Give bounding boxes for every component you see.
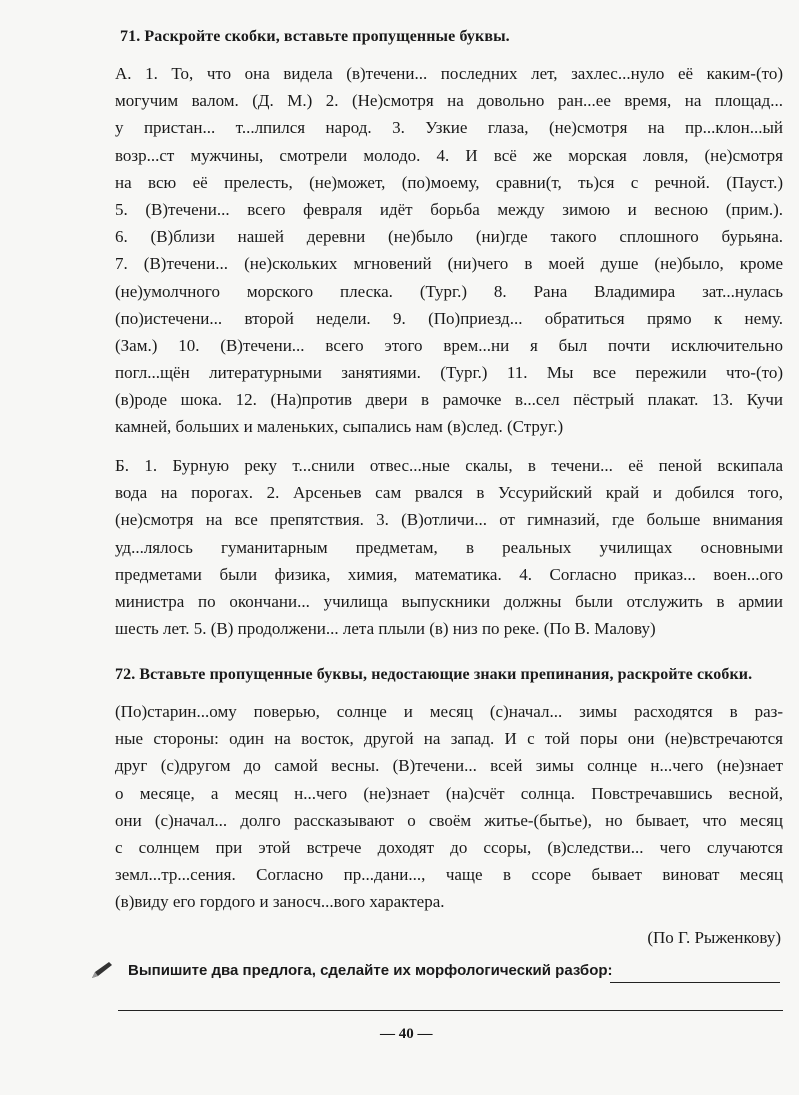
text-line: уд...лялось гуманитарным предметам, в реальных училищах основными <box>115 537 783 557</box>
answer-line[interactable] <box>118 1010 783 1011</box>
text-line: предметами были физика, химия, математика. 4. Согласно приказ... воен...ого <box>115 564 783 584</box>
text-line: 5. (В)течени... всего февраля идёт борьба между зимою и весною (прим.). <box>115 199 783 219</box>
page-number: — 40 — <box>380 1026 433 1042</box>
text-line: (по)истечени... второй недели. 9. (По)приезд... обратиться прямо к нему. <box>115 308 783 328</box>
text-line: возр...ст мужчины, смотрели молодо. 4. И всё же морская ловля, (не)смотря <box>115 145 783 165</box>
text-line: у пристан... т...лпился народ. 3. Узкие глаза, (не)смотря на пр...клон...ый <box>115 118 783 138</box>
text-line: камней, больших и маленьких, сыпались нам (в)след. (Струг.) <box>115 417 564 437</box>
exercise-71-part-b <box>115 452 783 642</box>
text-line: министра по окончани... училища выпускники должны были отслужить в армии <box>115 591 783 611</box>
answer-line[interactable] <box>610 982 780 983</box>
text-line: (По)старин...ому поверью, солнце и месяц (с)начал... зимы расходятся в раз- <box>115 702 783 721</box>
text-line: 7. (В)течени... (не)скольких мгновений (ни)чего в моей душе (не)было, кроме <box>115 254 783 274</box>
exercise-71-heading: 71. Раскройте скобки, вставьте пропущенные буквы. <box>120 28 510 45</box>
text-line: Б. 1. Бурную реку т...снили отвес...ные скалы, в течени... её пеной вскипала <box>115 456 783 475</box>
text-line: друг (с)другом до самой весны. (В)течени... всей зимы солнце н...чего (не)знает <box>115 756 783 776</box>
exercise-72-heading: 72. Вставьте пропущенные буквы, недостающие знаки препинания, раскройте скобки. <box>115 666 753 683</box>
text-line: они (с)начал... долго рассказывают о своём житье-(бытье), но бывает, что месяц <box>115 810 783 830</box>
text-line: (Зам.) 10. (В)течени... всего этого врем...ни я был почти исключительно <box>115 335 783 355</box>
text-line: ные стороны: один на восток, другой на запад. И с той поры они (не)встречаются <box>115 729 783 749</box>
text-line: (не)смотря на все препятствия. 3. (В)отличи... от гимназий, где больше внимания <box>115 510 783 530</box>
text-line: погл...щён литературными занятиями. (Тург.) 11. Мы все пережили что-(то) <box>115 363 783 383</box>
text-line: о месяце, а месяц н...чего (не)знает (на)счёт солнца. Повстречавшись весной, <box>115 783 783 803</box>
text-line: 6. (В)близи нашей деревни (не)было (ни)где такого сплошного бурьяна. <box>115 227 783 247</box>
source-attribution: (По Г. Рыженкову) <box>647 928 781 947</box>
text-line: вода на порогах. 2. Арсеньев сам рвался в Уссурийский край и добился того, <box>115 483 783 503</box>
text-line: шесть лет. 5. (В) продолжени... лета плыли (в) низ по реке. (По В. Малову) <box>115 619 656 639</box>
task-instruction: Выпишите два предлога, сделайте их морфологический разбор: <box>128 962 613 979</box>
text-line: земл...тр...сения. Согласно пр...дани..., чаще в ссоре бывает виноват месяц <box>115 865 783 885</box>
pencil-icon <box>90 960 114 980</box>
exercise-71-part-a <box>115 60 783 441</box>
text-line: (в)виду его гордого и заносч...вого характера. <box>115 892 445 912</box>
text-line: (не)умолчного морского плеска. (Тург.) 8. Рана Владимира зат...нулась <box>115 281 783 301</box>
text-line: на всю её прелесть, (не)может, (по)моему, сравни(т, ть)ся с речной. (Пауст.) <box>115 172 783 192</box>
exercise-72-text <box>115 698 783 916</box>
writing-task <box>90 960 790 988</box>
text-line: А. 1. То, что она видела (в)течени... последних лет, захлес...нуло её каким-(то) <box>115 64 783 83</box>
text-line: с солнцем при этой встрече доходят до ссоры, (в)следстви... чего случаются <box>115 837 783 857</box>
text-line: (в)роде шока. 12. (На)против двери в рамочке в...сел пёстрый плакат. 13. Кучи <box>115 390 783 410</box>
text-line: могучим валом. (Д. М.) 2. (Не)смотря на довольно ран...ее время, на площад... <box>115 91 783 111</box>
